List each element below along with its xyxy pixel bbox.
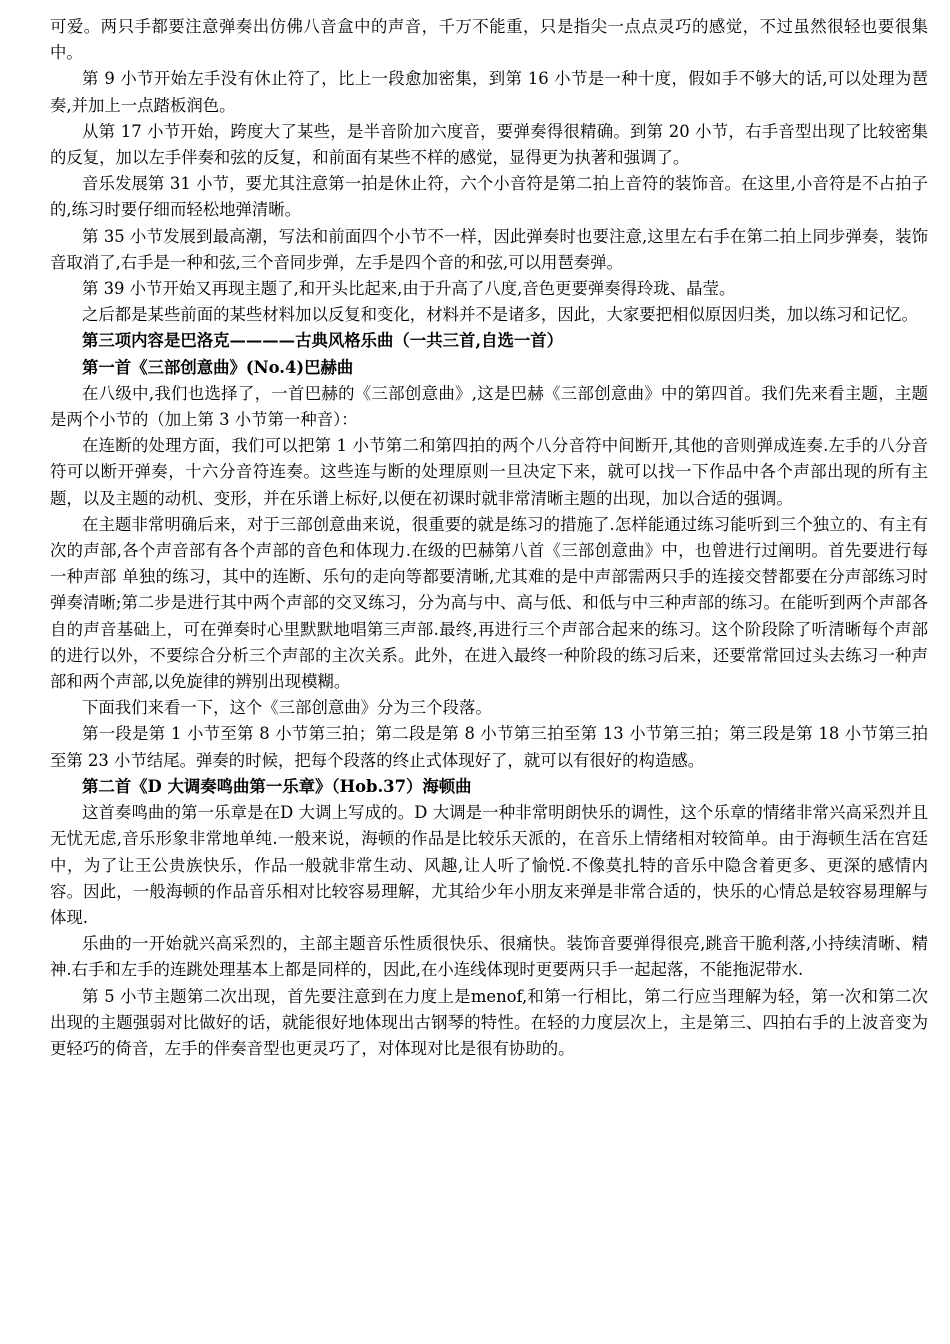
paragraph: 第 39 小节开始又再现主题了,和开头比起来,由于升高了八度,音色更要弹奏得玲珑、晶莹。 xyxy=(82,279,736,299)
piece-heading: 第二首《D 大调奏鸣曲第一乐章》（Hob.37）海顿曲 xyxy=(82,776,472,796)
paragraph: 在八级中,我们也选择了，一首巴赫的《三部创意曲》,这是巴赫《三部创意曲》中的第四首。我们先来看主题，主题是两个小节的（加上第 3 小节第一种音）： xyxy=(50,383,928,430)
paragraph: 音乐发展第 31 小节，要尤其注意第一拍是休止符，六个小音符是第二拍上音符的装饰音。在这里,小音符是不占拍子的,练习时要仔细而轻松地弹清晰。 xyxy=(50,174,928,220)
paragraph: 第 9 小节开始左手没有休止符了，比上一段愈加密集，到第 16 小节是一种十度，假如手不够大的话,可以处理为琶奏,并加上一点踏板润色。 xyxy=(50,69,928,115)
paragraph: 在主题非常明确后来，对于三部创意曲来说，很重要的就是练习的措施了.怎样能通过练习能听到三个独立的、有主有次的声部,各个声音部有各个声部的音色和体现力.在级的巴赫第八首《三部创意曲》中，也曾进行过阐明。首先要进行每一种声部 单独的练习，其中的连断、乐句的走向等都要清晰,尤其难的是中声部需两只手的连接交替都要在分声部练习时弹奏清晰;第二步是进行其中两个声部的交叉练习，分为高与中、高与低、和低与中三种声部的练习。在能听到两个声部各自的声音基础上，可在弹奏时心里默默地唱第三声部.最终,再进行三个声部合起来的练习。这个阶段除了听清晰每个声部的进行以外，不要综合分析三个声部的主次关系。此外，在进入最终一种阶段的练习后来，还要常常回过头去练习一种声部和两个声部,以免旋律的辨别出现模糊。 xyxy=(50,514,928,692)
paragraph: 这首奏鸣曲的第一乐章是在D 大调上写成的。D 大调是一种非常明朗快乐的调性，这个乐章的情绪非常兴高采烈并且无忧无虑,音乐形象非常地单纯.一般来说，海顿的作品是比较乐天派的，在音乐上情绪相对较简单。由于海顿生活在宫廷中，为了让王公贵族快乐，作品一般就非常生动、风趣,让人听了愉悦.不像莫扎特的音乐中隐含着更多、更深的感情内容。因此，一般海顿的作品音乐相对比较容易理解，尤其给少年小朋友来弹是非常合适的，快乐的心情总是较容易理解与体现. xyxy=(50,803,928,927)
paragraph: 在连断的处理方面，我们可以把第 1 小节第二和第四拍的两个八分音符中间断开,其他的音则弹成连奏.左手的八分音符可以断开弹奏，十六分音符连奏。这些连与断的处理原则一旦决定下来，就可以找一下作品中各个声部出现的所有主题，以及主题的动机、变形，并在乐谱上标好,以便在初课时就非常清晰主题的出现，加以合适的强调。 xyxy=(50,436,928,508)
paragraph: 第 5 小节主题第二次出现，首先要注意到在力度上是menof,和第一行相比，第二行应当理解为轻，第一次和第二次出现的主题强弱对比做好的话，就能很好地体现出古钢琴的特性。在轻的力度层次上，主是第三、四拍右手的上波音变为更轻巧的倚音，左手的伴奏音型也更灵巧了，对体现对比是很有协助的。 xyxy=(50,986,928,1058)
section-heading: 第三项内容是巴洛克————古典风格乐曲（一共三首,自选一首） xyxy=(82,331,564,351)
paragraph: 之后都是某些前面的某些材料加以反复和变化，材料并不是诸多，因此，大家要把相似原因归类，加以练习和记忆。 xyxy=(82,305,918,325)
piece-heading: 第一首《三部创意曲》(No.4)巴赫曲 xyxy=(82,357,354,377)
paragraph: 第一段是第 1 小节至第 8 小节第三拍；第二段是第 8 小节第三拍至第 13 小节第三拍；第三段是第 18 小节第三拍至第 23 小节结尾。弹奏的时候，把每个段落的终止式体现好了，就可以有很好的构造感。 xyxy=(50,724,928,770)
paragraph: 乐曲的一开始就兴高采烈的，主部主题音乐性质很快乐、很痛快。装饰音要弹得很亮,跳音干脆利落,小持续清晰、精神.右手和左手的连跳处理基本上都是同样的，因此,在小连线体现时更要两只手一起起落，不能拖泥带水. xyxy=(50,934,928,980)
paragraph: 下面我们来看一下，这个《三部创意曲》分为三个段落。 xyxy=(82,698,492,718)
paragraph: 从第 17 小节开始，跨度大了某些，是半音阶加六度音，要弹奏得很精确。到第 20 小节，右手音型出现了比较密集的反复，加以左手伴奏和弦的反复，和前面有某些不样的感觉，显得更为执著和强调了。 xyxy=(50,121,928,168)
paragraph: 可爱。两只手都要注意弹奏出仿佛八音盒中的声音，千万不能重，只是指尖一点点灵巧的感觉，不过虽然很轻也要很集中。 xyxy=(50,17,928,63)
paragraph: 第 35 小节发展到最高潮，写法和前面四个小节不一样，因此弹奏时也要注意,这里左右手在第二拍上同步弹奏，装饰音取消了,右手是一种和弦,三个音同步弹，左手是四个音的和弦,可以用琶奏弹。 xyxy=(50,226,928,272)
